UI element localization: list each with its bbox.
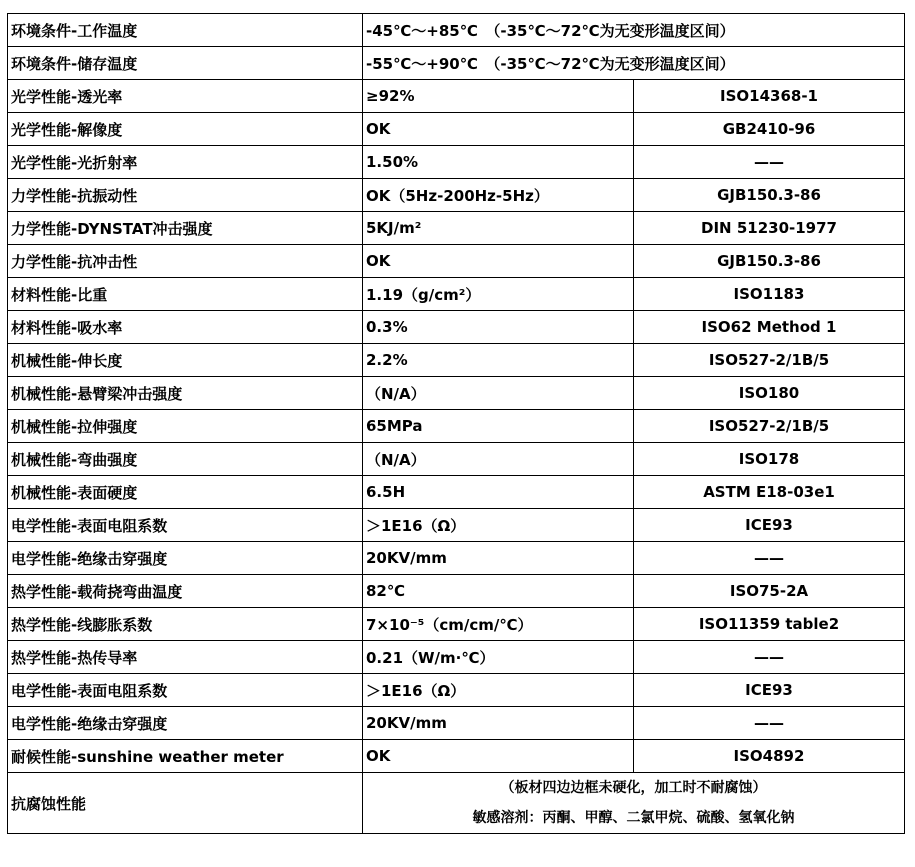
spec-row [8,443,905,476]
spec-row [8,311,905,344]
spec-row [8,80,905,113]
property-value: 20KV/mm [363,542,634,575]
property-value: 0.21（W/m·℃） [363,641,634,674]
property-value: （N/A） [363,377,634,410]
property-value: 65MPa [363,410,634,443]
property-name: 力学性能-抗振动性 [8,179,363,212]
property-value: 6.5H [363,476,634,509]
property-name: 电学性能-绝缘击穿强度 [8,707,363,740]
property-name: 耐候性能-sunshine weather meter [8,740,363,773]
test-standard: ASTM E18-03e1 [634,476,905,509]
spec-row [8,212,905,245]
test-standard: ISO62 Method 1 [634,311,905,344]
property-name: 力学性能-DYNSTAT冲击强度 [8,212,363,245]
spec-row [8,14,905,47]
property-name: 材料性能-比重 [8,278,363,311]
test-standard: DIN 51230-1977 [634,212,905,245]
property-name: 材料性能-吸水率 [8,311,363,344]
property-name: 机械性能-拉伸强度 [8,410,363,443]
property-name: 抗腐蚀性能 [8,773,363,834]
property-name: 光学性能-解像度 [8,113,363,146]
property-name: 热学性能-载荷挠弯曲温度 [8,575,363,608]
property-value: ≥92% [363,80,634,113]
spec-row [8,707,905,740]
spec-row [8,245,905,278]
test-standard: —— [634,641,905,674]
property-value: OK（5Hz-200Hz-5Hz） [363,179,634,212]
property-value: 1.19（g/cm²） [363,278,634,311]
test-standard: ISO1183 [634,278,905,311]
property-value: 5KJ/m² [363,212,634,245]
test-standard: —— [634,707,905,740]
property-value: ＞1E16（Ω） [363,509,634,542]
test-standard: ISO180 [634,377,905,410]
property-value: OK [363,740,634,773]
property-value: OK [363,245,634,278]
property-name: 机械性能-表面硬度 [8,476,363,509]
property-value: 20KV/mm [363,707,634,740]
corrosion-note [363,773,905,834]
property-value: 1.50% [363,146,634,179]
spec-row [8,344,905,377]
test-standard: ISO75-2A [634,575,905,608]
test-standard: ISO11359 table2 [634,608,905,641]
spec-row [8,608,905,641]
spec-table [7,13,905,834]
property-value: ＞1E16（Ω） [363,674,634,707]
property-name: 热学性能-线膨胀系数 [8,608,363,641]
property-name: 力学性能-抗冲击性 [8,245,363,278]
corrosion-row [8,773,905,834]
spec-row [8,410,905,443]
property-value: 2.2% [363,344,634,377]
test-standard: GJB150.3-86 [634,179,905,212]
property-value: -55℃～+90℃ （-35℃～72℃为无变形温度区间） [363,47,905,80]
test-standard: GB2410-96 [634,113,905,146]
spec-row [8,740,905,773]
property-name: 环境条件-储存温度 [8,47,363,80]
property-value: -45℃～+85℃ （-35℃～72℃为无变形温度区间） [363,14,905,47]
property-value: 0.3% [363,311,634,344]
property-name: 电学性能-绝缘击穿强度 [8,542,363,575]
test-standard: GJB150.3-86 [634,245,905,278]
property-name: 机械性能-悬臂梁冲击强度 [8,377,363,410]
spec-row [8,146,905,179]
spec-row [8,641,905,674]
spec-row [8,47,905,80]
test-standard: ISO14368-1 [634,80,905,113]
spec-row [8,575,905,608]
test-standard: ISO527-2/1B/5 [634,344,905,377]
property-name: 光学性能-光折射率 [8,146,363,179]
spec-row [8,179,905,212]
corrosion-note-line1: （板材四边边框未硬化，加工时不耐腐蚀） [500,780,767,796]
test-standard: —— [634,542,905,575]
test-standard: ISO4892 [634,740,905,773]
property-value: 7×10⁻⁵（cm/cm/℃） [363,608,634,641]
property-value: （N/A） [363,443,634,476]
test-standard: ISO527-2/1B/5 [634,410,905,443]
property-name: 光学性能-透光率 [8,80,363,113]
property-name: 机械性能-弯曲强度 [8,443,363,476]
property-value: OK [363,113,634,146]
spec-row [8,377,905,410]
property-name: 热学性能-热传导率 [8,641,363,674]
test-standard: —— [634,146,905,179]
property-name: 电学性能-表面电阻系数 [8,674,363,707]
spec-row [8,476,905,509]
corrosion-note-line2: 敏感溶剂：丙酮、甲醇、二氯甲烷、硫酸、氢氧化钠 [472,810,795,826]
property-name: 电学性能-表面电阻系数 [8,509,363,542]
test-standard: ICE93 [634,509,905,542]
spec-row [8,674,905,707]
property-name: 机械性能-伸长度 [8,344,363,377]
property-name: 环境条件-工作温度 [8,14,363,47]
spec-row [8,509,905,542]
test-standard: ICE93 [634,674,905,707]
property-value: 82℃ [363,575,634,608]
spec-row [8,542,905,575]
spec-row [8,278,905,311]
test-standard: ISO178 [634,443,905,476]
spec-row [8,113,905,146]
